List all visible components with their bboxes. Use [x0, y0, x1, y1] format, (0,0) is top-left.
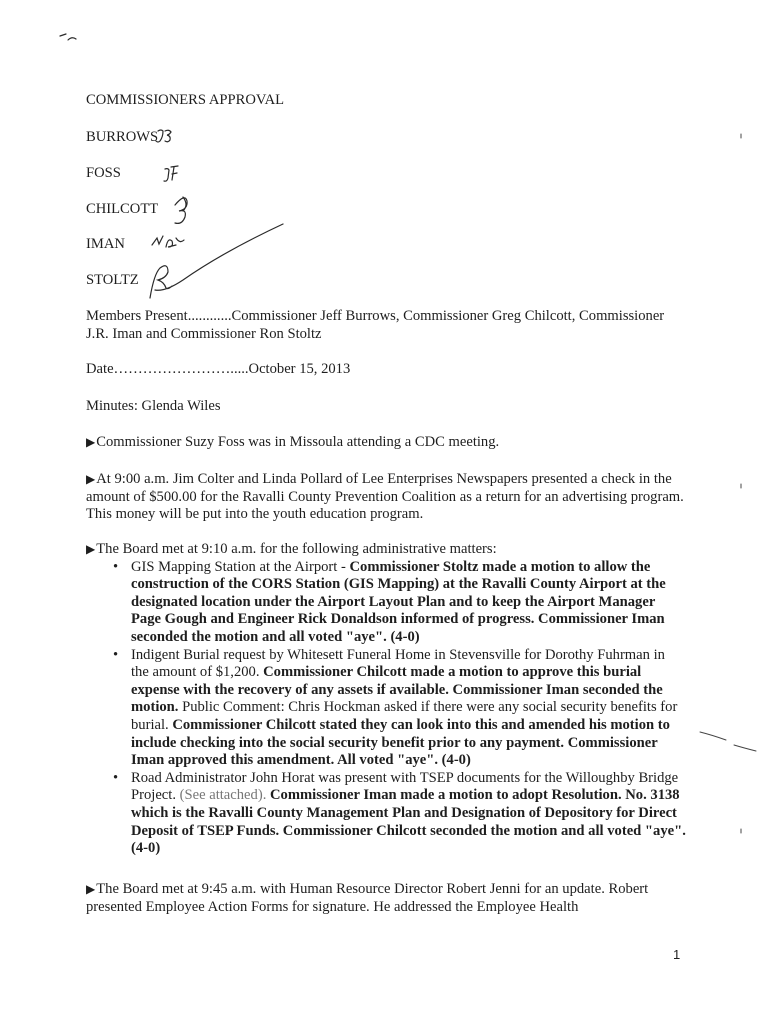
bullet-icon: • [113, 646, 119, 663]
item-text: GIS Mapping Station at the Airport - [131, 558, 350, 575]
approval-name-burrows: BURROWS [86, 129, 159, 145]
arrow-bullet-icon: ▶ [86, 435, 96, 449]
members-present: Members Present............Commissioner Jeff Burrows, Commissioner Greg Chilcott, Commissioner J.R. Iman and Commissioner Ron Stoltz [86, 308, 665, 342]
approval-name-stoltz: STOLTZ [86, 272, 139, 288]
approval-name-iman: IMAN [86, 236, 125, 252]
minutes-taker: Minutes: Glenda Wiles [86, 398, 221, 414]
paragraph-text: The Board met at 9:10 a.m. for the following administrative matters: [96, 541, 497, 557]
paragraph-text: The Board met at 9:45 a.m. with Human Resource Director Robert Jenni for an update. Robert presented Employee Action Forms for signature. He addressed the Employee Health [86, 881, 649, 915]
paragraph-text: Commissioner Suzy Foss was in Missoula attending a CDC meeting. [96, 434, 500, 450]
item-text: Road Administrator John Horat was present with TSEP documents for the Willoughby Bridge Project. [131, 769, 679, 804]
item-public-comment: Public Comment: Chris Hockman asked if there were any social security benefits for burial. [131, 699, 678, 733]
arrow-bullet-icon: ▶ [86, 472, 96, 486]
item-amended-motion: Commissioner Chilcott stated they can look into this and amended his motion to include checking into the social security benefit prior to any payment. Commissioner Iman approved this amendment. All voted "aye". (4-0) [131, 716, 670, 769]
item-motion: Commissioner Stoltz made a motion to allow the construction of the CORS Station (GIS Mapping) at the Ravalli County Airport at the designated location under the Airport Layout Plan and to keep the Airport Manager Page Gough and Engineer Rick Donaldson informed of progress. Commissioner Iman seconded the motion and all voted "aye". (4-0) [131, 558, 666, 645]
bullet-icon: • [113, 558, 119, 575]
approval-name-chilcott: CHILCOTT [86, 201, 159, 217]
paragraph-text: At 9:00 a.m. Jim Colter and Linda Pollard of Lee Enterprises Newspapers presented a check in the amount of $500.00 for the Ravalli County Prevention Coalition as a return for an advertising program. This money will be put into the youth education program. [86, 471, 684, 523]
arrow-bullet-icon: ▶ [86, 882, 96, 896]
item-motion: Commissioner Chilcott made a motion to approve this burial expense with the recovery of any assets if available. Commissioner Iman seconded the motion. [131, 664, 663, 716]
item-attachment-note: (See attached). [179, 787, 267, 804]
bullet-icon: • [113, 769, 119, 786]
item-text: Indigent Burial request by Whitesett Funeral Home in Stevensville for Dorothy Fuhrman in the amount of $1,200. [131, 646, 665, 681]
approval-name-foss: FOSS [86, 165, 121, 181]
page-number: 1 [673, 947, 681, 962]
item-motion: Commissioner Iman made a motion to adopt Resolution. No. 3138 which is the Ravalli County Management Plan and Designation of Depository for Direct Deposit of TSEP Funds. Commissioner Chilcott seconded the motion and all voted "aye". (4-0) [131, 787, 686, 857]
approval-heading: COMMISSIONERS APPROVAL [86, 92, 285, 108]
meeting-date: Date…………………….....October 15, 2013 [86, 361, 351, 377]
arrow-bullet-icon: ▶ [86, 542, 96, 556]
